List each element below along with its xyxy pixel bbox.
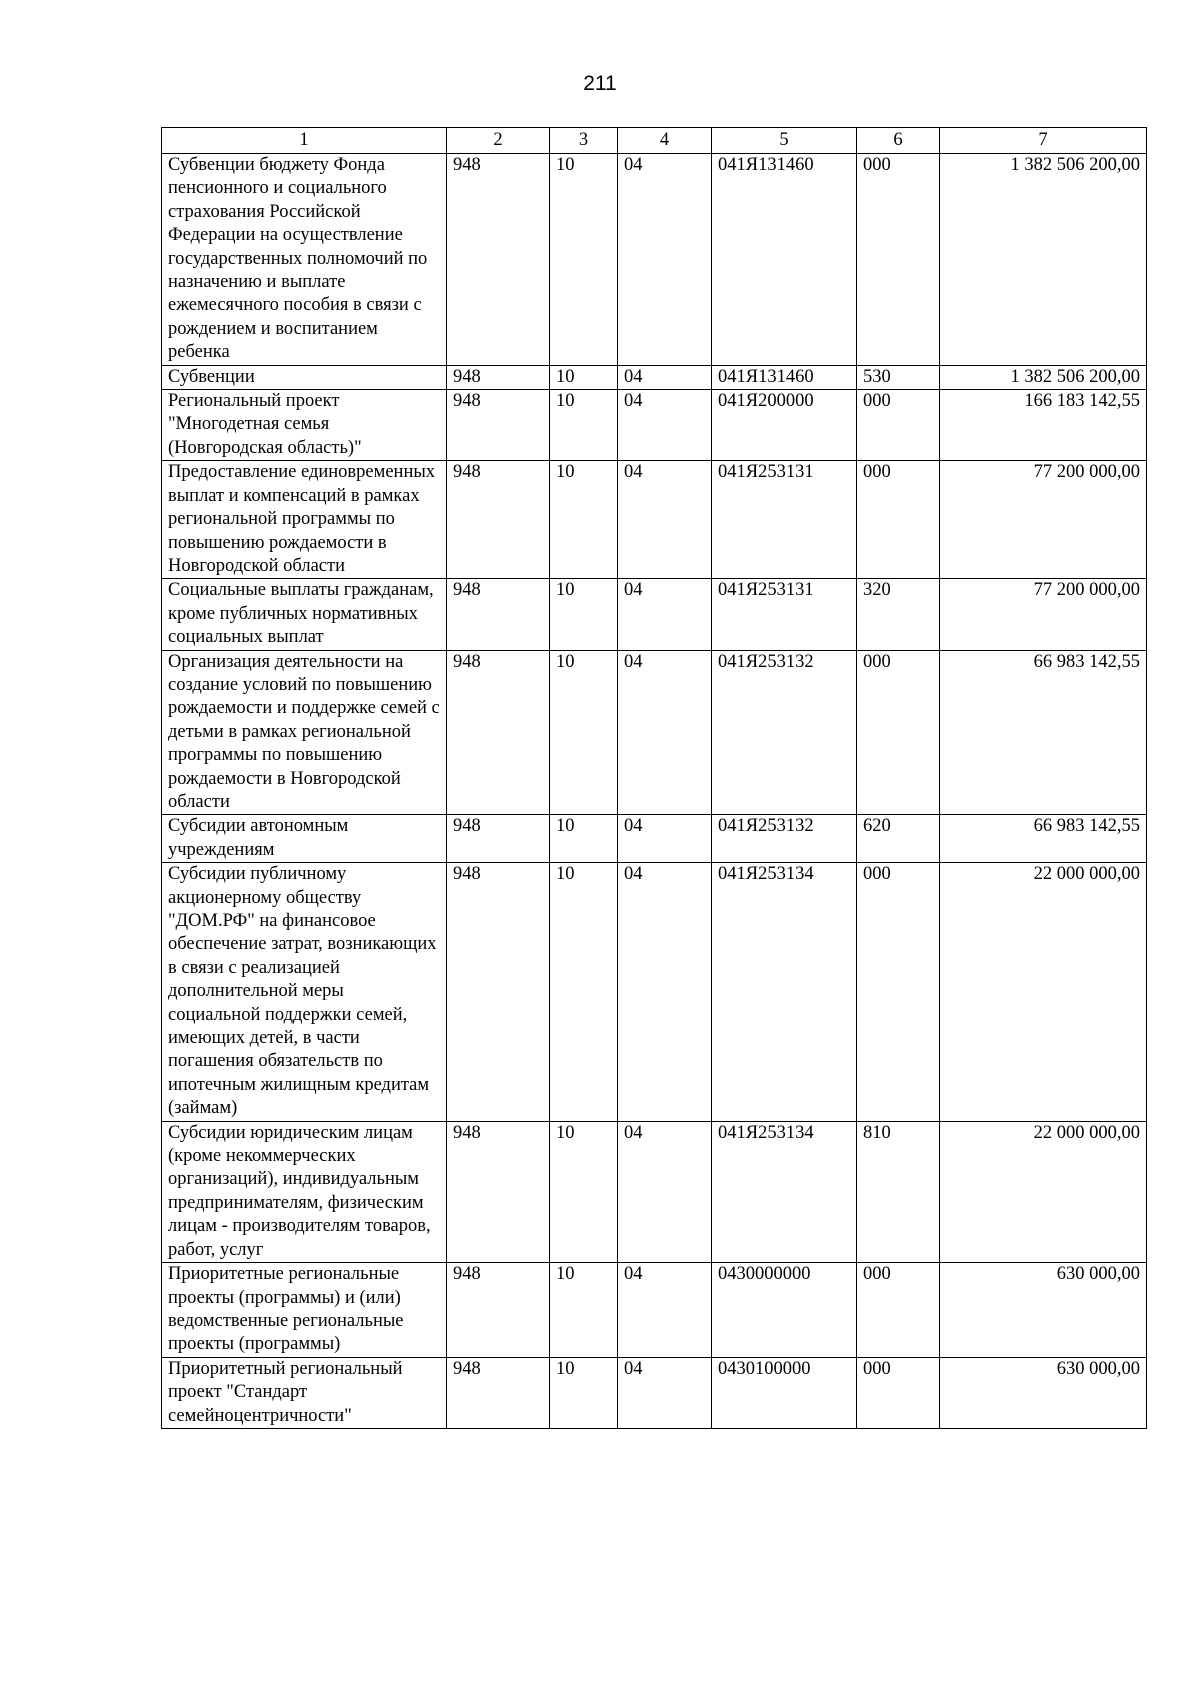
amount-cell: 77 200 000,00 — [940, 579, 1147, 650]
column-header: 3 — [550, 128, 618, 154]
subsection-code-cell: 04 — [618, 1121, 712, 1262]
expense-type-cell: 000 — [857, 650, 940, 815]
amount-cell: 630 000,00 — [940, 1263, 1147, 1358]
column-header: 5 — [712, 128, 857, 154]
expense-name-cell: Предоставление единовременных выплат и компенсаций в рамках региональной программы по повышению рождаемости в Новгородской области — [162, 461, 447, 579]
section-code-cell: 10 — [550, 390, 618, 461]
table-row — [162, 461, 1147, 579]
target-article-cell: 041Я200000 — [712, 390, 857, 461]
table-row — [162, 365, 1147, 389]
ministry-code-cell: 948 — [447, 461, 550, 579]
target-article-cell: 041Я253131 — [712, 579, 857, 650]
subsection-code-cell: 04 — [618, 1263, 712, 1358]
subsection-code-cell: 04 — [618, 579, 712, 650]
column-header: 7 — [940, 128, 1147, 154]
expense-type-cell: 620 — [857, 815, 940, 863]
section-code-cell: 10 — [550, 365, 618, 389]
target-article-cell: 041Я253132 — [712, 815, 857, 863]
table-row — [162, 863, 1147, 1121]
expense-type-cell: 000 — [857, 1357, 940, 1428]
section-code-cell: 10 — [550, 1263, 618, 1358]
expense-name-cell: Приоритетные региональные проекты (программы) и (или) ведомственные региональные проекты (программы) — [162, 1263, 447, 1358]
expense-name-cell: Субсидии юридическим лицам (кроме некоммерческих организаций), индивидуальным предпринимателям, физическим лицам - производителям товаров, работ, услуг — [162, 1121, 447, 1262]
ministry-code-cell: 948 — [447, 365, 550, 389]
subsection-code-cell: 04 — [618, 461, 712, 579]
ministry-code-cell: 948 — [447, 815, 550, 863]
ministry-code-cell: 948 — [447, 154, 550, 366]
section-code-cell: 10 — [550, 154, 618, 366]
column-header: 4 — [618, 128, 712, 154]
table-row — [162, 1121, 1147, 1262]
subsection-code-cell: 04 — [618, 154, 712, 366]
table-row — [162, 650, 1147, 815]
section-code-cell: 10 — [550, 650, 618, 815]
expense-type-cell: 000 — [857, 390, 940, 461]
section-code-cell: 10 — [550, 461, 618, 579]
section-code-cell: 10 — [550, 815, 618, 863]
ministry-code-cell: 948 — [447, 863, 550, 1121]
column-header: 1 — [162, 128, 447, 154]
amount-cell: 1 382 506 200,00 — [940, 154, 1147, 366]
amount-cell: 630 000,00 — [940, 1357, 1147, 1428]
target-article-cell: 041Я253131 — [712, 461, 857, 579]
ministry-code-cell: 948 — [447, 1357, 550, 1428]
target-article-cell: 0430100000 — [712, 1357, 857, 1428]
expense-name-cell: Субсидии автономным учреждениям — [162, 815, 447, 863]
expense-name-cell: Социальные выплаты гражданам, кроме публичных нормативных социальных выплат — [162, 579, 447, 650]
expense-name-cell: Региональный проект "Многодетная семья (Новгородская область)" — [162, 390, 447, 461]
target-article-cell: 041Я253132 — [712, 650, 857, 815]
section-code-cell: 10 — [550, 579, 618, 650]
table-row — [162, 1263, 1147, 1358]
table-body — [162, 154, 1147, 1429]
expense-type-cell: 000 — [857, 1263, 940, 1358]
target-article-cell: 0430000000 — [712, 1263, 857, 1358]
expense-name-cell: Приоритетный региональный проект "Стандарт семейноцентричности" — [162, 1357, 447, 1428]
ministry-code-cell: 948 — [447, 1263, 550, 1358]
target-article-cell: 041Я253134 — [712, 863, 857, 1121]
expense-type-cell: 810 — [857, 1121, 940, 1262]
table-row — [162, 815, 1147, 863]
amount-cell: 66 983 142,55 — [940, 815, 1147, 863]
subsection-code-cell: 04 — [618, 650, 712, 815]
expense-type-cell: 000 — [857, 461, 940, 579]
table-row — [162, 154, 1147, 366]
expense-name-cell: Субвенции бюджету Фонда пенсионного и социального страхования Российской Федерации на осуществление государственных полномочий по назначению и выплате ежемесячного пособия в связи с рождением и воспитанием ребенка — [162, 154, 447, 366]
budget-table — [161, 127, 1147, 1429]
subsection-code-cell: 04 — [618, 390, 712, 461]
ministry-code-cell: 948 — [447, 650, 550, 815]
section-code-cell: 10 — [550, 863, 618, 1121]
target-article-cell: 041Я131460 — [712, 154, 857, 366]
ministry-code-cell: 948 — [447, 579, 550, 650]
amount-cell: 22 000 000,00 — [940, 1121, 1147, 1262]
section-code-cell: 10 — [550, 1357, 618, 1428]
amount-cell: 1 382 506 200,00 — [940, 365, 1147, 389]
table-row — [162, 579, 1147, 650]
section-code-cell: 10 — [550, 1121, 618, 1262]
subsection-code-cell: 04 — [618, 863, 712, 1121]
page-number: 211 — [583, 72, 617, 95]
amount-cell: 22 000 000,00 — [940, 863, 1147, 1121]
column-header: 6 — [857, 128, 940, 154]
subsection-code-cell: 04 — [618, 815, 712, 863]
amount-cell: 166 183 142,55 — [940, 390, 1147, 461]
header-row — [162, 128, 1147, 154]
subsection-code-cell: 04 — [618, 365, 712, 389]
expense-type-cell: 530 — [857, 365, 940, 389]
ministry-code-cell: 948 — [447, 1121, 550, 1262]
subsection-code-cell: 04 — [618, 1357, 712, 1428]
target-article-cell: 041Я253134 — [712, 1121, 857, 1262]
column-header: 2 — [447, 128, 550, 154]
target-article-cell: 041Я131460 — [712, 365, 857, 389]
expense-name-cell: Организация деятельности на создание условий по повышению рождаемости и поддержке семей с детьми в рамках региональной программы по повышению рождаемости в Новгородской области — [162, 650, 447, 815]
amount-cell: 77 200 000,00 — [940, 461, 1147, 579]
expense-type-cell: 000 — [857, 154, 940, 366]
amount-cell: 66 983 142,55 — [940, 650, 1147, 815]
table-row — [162, 1357, 1147, 1428]
expense-name-cell: Субвенции — [162, 365, 447, 389]
ministry-code-cell: 948 — [447, 390, 550, 461]
expense-type-cell: 320 — [857, 579, 940, 650]
expense-name-cell: Субсидии публичному акционерному обществу "ДОМ.РФ" на финансовое обеспечение затрат, возникающих в связи с реализацией дополнительной меры социальной поддержки семей, имеющих детей, в части погашения обязательств по ипотечным жилищным кредитам (займам) — [162, 863, 447, 1121]
table-row — [162, 390, 1147, 461]
expense-type-cell: 000 — [857, 863, 940, 1121]
